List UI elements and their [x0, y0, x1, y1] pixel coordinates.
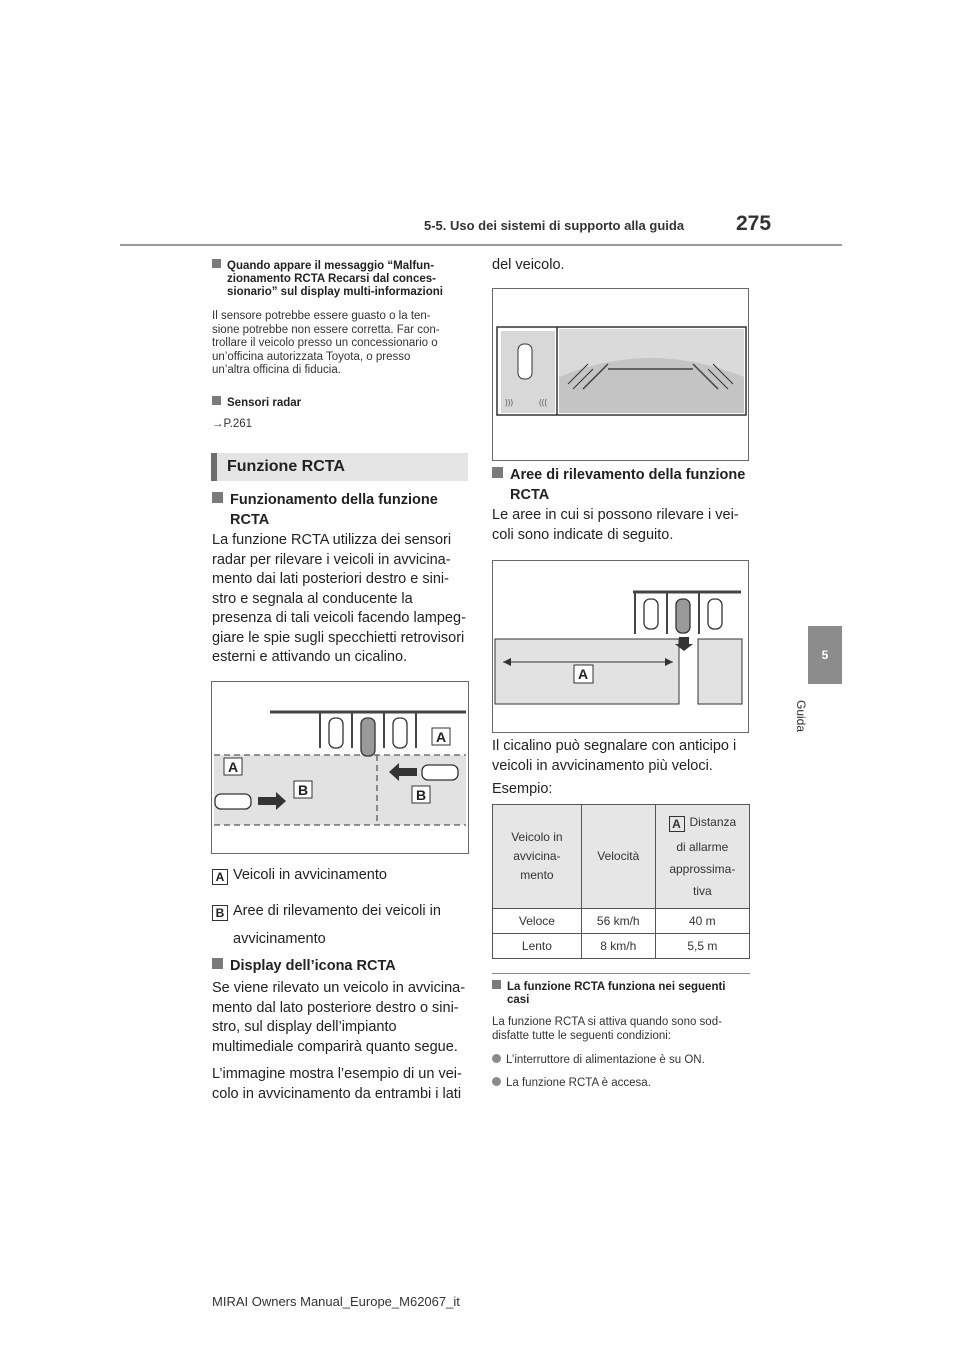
square-bullet-icon	[492, 467, 503, 478]
footer-text: MIRAI Owners Manual_Europe_M62067_it	[212, 1294, 460, 1309]
square-bullet-icon	[212, 396, 221, 405]
square-bullet-icon	[212, 958, 223, 969]
malfunction-message-text: Il sensore potrebbe essere guasto o la ten- sione potrebbe non essere corretta. Far con- trollare il veicolo presso un concessionario o un’officina autorizzata Toyota, o presso un’altra officina di fiducia.	[212, 310, 440, 376]
square-bullet-icon	[492, 980, 501, 989]
parked-car-icon	[644, 599, 658, 629]
conditions-text: La funzione RCTA si attiva quando sono sod- disfatte tutte le seguenti condizioni:	[492, 1016, 722, 1042]
legend-item-b: B Aree di rilevamento dei veicoli in	[212, 902, 441, 922]
chapter-tab: 5	[808, 626, 842, 684]
function-operation-text: La funzione RCTA utilizza dei sensori radar per rilevare i veicoli in avvicina- mento dai lati posteriori destro e sini- stro e segnala al conducente la presenza di tali veicoli facendo lampeg- giare le spie sugli specchietti retrovisori esterni e attivando un cicalino.	[212, 532, 466, 665]
circle-bullet-icon	[492, 1054, 501, 1063]
malfunction-message-heading: Quando appare il messaggio “Malfun- zionamento RCTA Recarsi dal conces- sionario” sul display multi-informazioni	[212, 259, 474, 299]
parked-car-icon	[329, 718, 343, 748]
legend-item-a: A Veicoli in avvicinamento	[212, 866, 387, 886]
approaching-car-left-icon	[215, 794, 251, 809]
radar-page-reference[interactable]: →P.261	[212, 418, 253, 430]
square-bullet-icon	[212, 492, 223, 503]
chapter-label: Guida	[794, 700, 808, 733]
detection-areas-text: Le aree in cui si possono rilevare i vei- coli sono indicate di seguito.	[492, 507, 739, 543]
conditions-heading: La funzione RCTA funziona nei seguenti casi	[492, 980, 754, 1007]
icon-display-text: Se viene rilevato un veicolo in avvicina- mento dal lato posteriore destro o sini- stro, sul display dell’impianto multimediale comparirà quanto segue. L’immagine mostra l’esempio di un vei- colo in avvicinamento da entrambi i lati	[212, 980, 466, 1102]
table-row: Veloce 56 km/h 40 m	[493, 909, 750, 934]
figure-label-a: A	[435, 729, 447, 745]
parked-car-icon	[708, 599, 722, 629]
table-header-vehicle: Veicolo in avvicina- mento	[493, 805, 582, 909]
icon-display-heading: Display dell’icona RCTA	[212, 957, 396, 977]
own-vehicle-icon	[676, 599, 690, 633]
section-title: Funzione RCTA	[227, 458, 345, 475]
table-row: Lento 8 km/h 5,5 m	[493, 934, 750, 959]
page-number: 275	[736, 212, 772, 235]
table-header-speed: Velocità	[581, 805, 655, 909]
section-title-bar	[211, 453, 468, 481]
condition-item: L’interruttore di alimentazione è su ON.	[492, 1054, 705, 1068]
rcta-detection-diagram	[211, 681, 469, 854]
left-radar-waves-icon: )))	[505, 398, 513, 407]
example-label: Esempio:	[492, 781, 553, 797]
buzzer-text: Il cicalino può segnalare con anticipo i veicoli in avvicinamento più veloci.	[492, 738, 737, 774]
approaching-car-right-icon	[422, 765, 458, 780]
circle-bullet-icon	[492, 1077, 501, 1086]
function-operation-heading: Funzionamento della funzione RCTA	[212, 491, 474, 530]
table-header-distance: A Distanza di allarme approssima- tiva	[655, 805, 749, 909]
warning-distance-table	[492, 804, 750, 959]
detection-area-diagram	[492, 560, 749, 733]
detection-areas-heading: Aree di rilevamento della funzione RCTA	[492, 466, 754, 505]
square-bullet-icon	[212, 259, 221, 268]
radar-sensors-heading: Sensori radar	[212, 396, 301, 410]
parked-car-icon	[393, 718, 407, 748]
rcta-icon-display-figure	[492, 288, 749, 461]
own-vehicle-icon	[518, 344, 532, 379]
detection-area-drawing	[493, 561, 748, 732]
continued-text: del veicolo.	[492, 257, 565, 273]
header-section-title: 5-5. Uso dei sistemi di supporto alla guida	[424, 218, 685, 233]
legend-item-b-continued: avvicinamento	[233, 931, 326, 947]
figure-label-b: B	[415, 787, 427, 803]
parking-diagram	[212, 682, 468, 853]
multimedia-display	[493, 289, 748, 460]
divider	[492, 973, 750, 974]
figure-label-a: A	[577, 666, 589, 682]
header-rule	[120, 244, 842, 246]
condition-item: La funzione RCTA è accesa.	[492, 1077, 651, 1091]
right-radar-waves-icon: (((	[539, 398, 547, 407]
figure-label-a: A	[227, 759, 239, 775]
own-vehicle-icon	[361, 718, 375, 756]
figure-label-b: B	[297, 782, 309, 798]
